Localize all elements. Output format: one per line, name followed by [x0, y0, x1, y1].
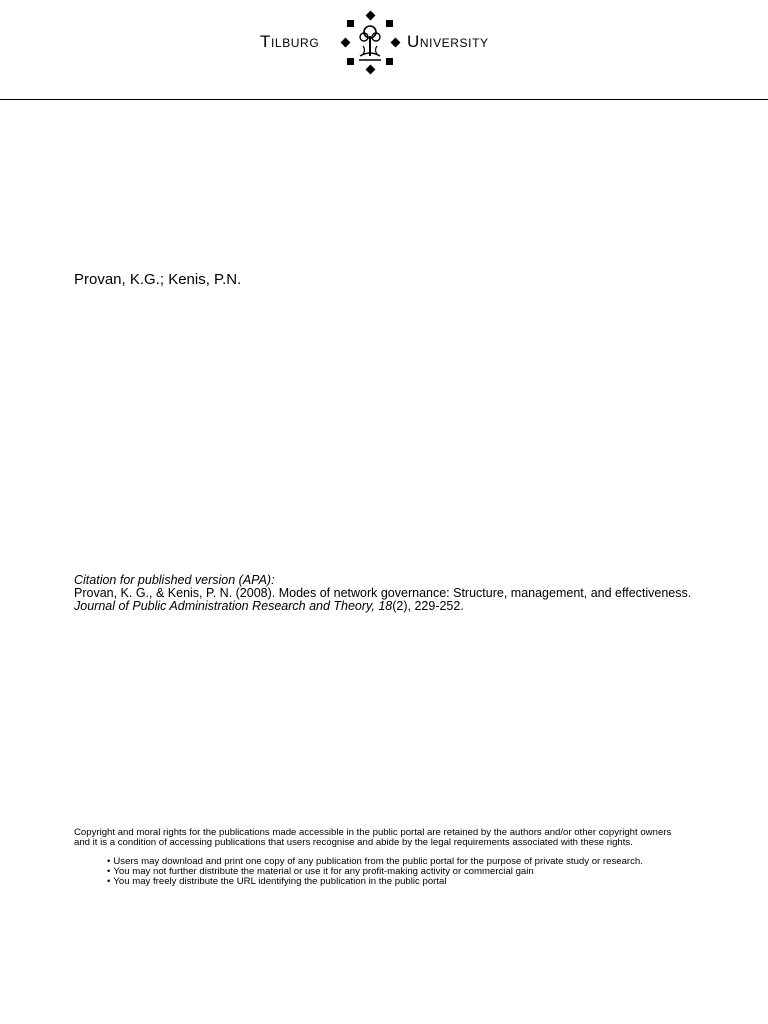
copyright-line-1: Copyright and moral rights for the publications made accessible in the public portal are retained by the authors and/or other copyright owners: [74, 827, 672, 838]
citation-journal: Journal of Public Administration Research and Theory,: [74, 599, 375, 613]
citation-journal-line: [74, 600, 754, 613]
header-divider: [0, 99, 768, 100]
tilburg-university-crest-icon: [330, 10, 410, 76]
citation-volume: 18: [378, 599, 393, 613]
citation-label: Citation for published version (APA):: [74, 573, 275, 587]
logo-text-tilburg-value: Tilburg: [260, 32, 320, 51]
citation-reference: Provan, K. G., & Kenis, P. N. (2008). Modes of network governance: Structure, management, and effectiveness.: [74, 586, 692, 600]
copyright-notice: [74, 828, 744, 887]
header: [0, 0, 768, 100]
authors: Provan, K.G.; Kenis, P.N.: [74, 271, 242, 288]
copyright-bullet: • You may freely distribute the URL identifying the publication in the public portal: [107, 877, 744, 887]
logo-text-university: [407, 32, 489, 52]
copyright-bullet-list: [107, 857, 744, 887]
citation-issue-pages: (2), 229-252.: [392, 599, 464, 613]
copyright-bullet: • You may not further distribute the material or use it for any profit-making activity or commercial gain: [107, 867, 744, 877]
logo-text-university-value: University: [407, 32, 489, 51]
logo-text-tilburg: [260, 32, 319, 52]
copyright-line-2: and it is a condition of accessing publications that users recognise and abide by the legal requirements associated with these rights.: [74, 837, 633, 848]
citation-block: [74, 574, 754, 613]
copyright-bullet: • Users may download and print one copy of any publication from the public portal for the purpose of private study or research.: [107, 857, 744, 867]
